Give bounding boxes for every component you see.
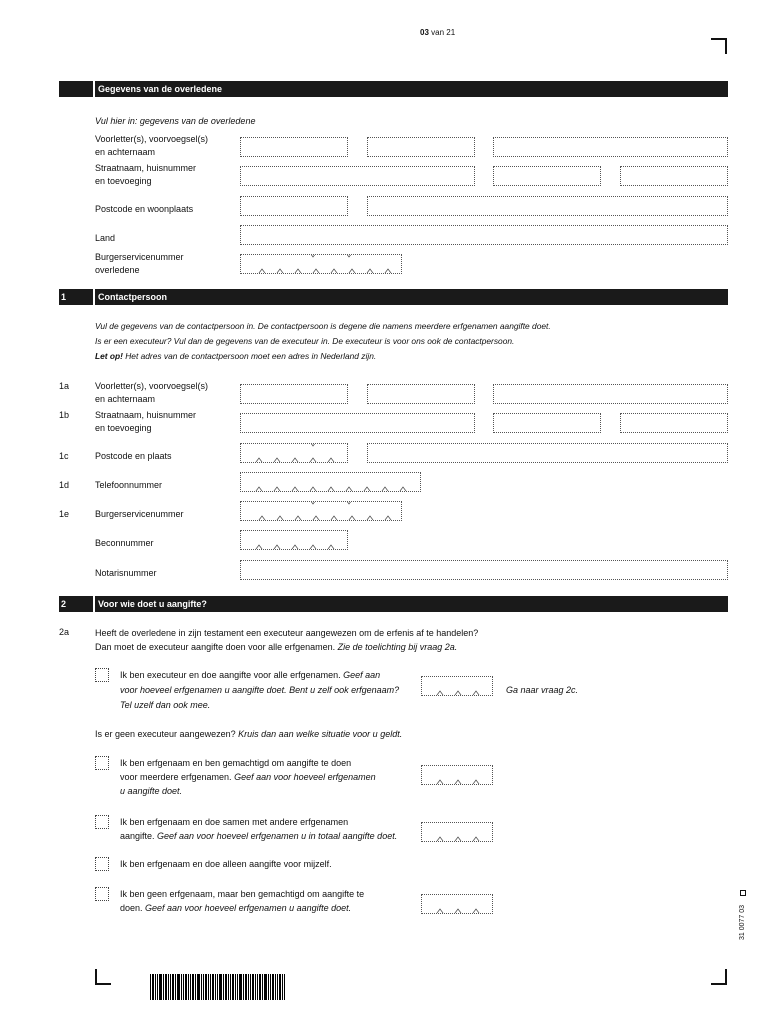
form-code-square (740, 890, 746, 896)
deceased-postcode-field[interactable] (240, 196, 348, 216)
barcode (150, 974, 315, 1000)
corner-mark-bottom-left (95, 969, 111, 985)
contact-city-field[interactable] (367, 443, 728, 463)
row-number-1b: 1b (59, 410, 70, 420)
deceased-bsn-label: Burgerservicenummer overledene (95, 252, 184, 275)
contact-bsn-label: Burgerservicenummer (95, 509, 184, 519)
row-number-1d: 1d (59, 480, 70, 490)
contact-addition-field[interactable] (620, 413, 728, 433)
section-bar-2: 2 Voor wie doet u aangifte? (59, 596, 728, 612)
deceased-city-field[interactable] (367, 196, 728, 216)
deceased-country-field[interactable] (240, 225, 728, 245)
question-2a: Heeft de overledene in zijn testament een executeur aangewezen om de erfenis af te handelen? Dan moet de executeur aangifte doen voor alle erfgenamen. Zie de toelichting bij vraag 2a. (95, 628, 479, 652)
deceased-postcode-label: Postcode en woonplaats (95, 204, 194, 214)
deceased-street-field[interactable] (240, 166, 475, 186)
contact-intro: Vul de gegevens van de contactpersoon in. De contactpersoon is degene die namens meerdere erfgenamen aangifte doet. Is er een executeur? Vul dan de gegevens van de executeur in. De executeur is voor ons ook de contactpersoon. Let op! Het adres van de contactpersoon moet een adres in Nederland zijn. (95, 321, 551, 361)
authorized-heir-option-text: Ik ben erfgenaam en ben gemachtigd om aangifte te doen voor meerdere erfgenamen. Geef aan voor hoeveel erfgenamen u aangifte doet. (120, 758, 376, 796)
digit-separators (241, 501, 402, 520)
row-number-1e: 1e (59, 509, 70, 519)
contact-initials-field[interactable] (240, 384, 348, 404)
no-executor-text: Is er geen executeur aangewezen? Kruis dan aan welke situatie voor u geldt. (95, 729, 403, 739)
contact-housenumber-field[interactable] (493, 413, 601, 433)
deceased-intro: Vul hier in: gegevens van de overledene (95, 116, 256, 126)
deceased-bsn-field[interactable] (240, 254, 402, 274)
executor-heirs-count-field[interactable] (421, 676, 493, 696)
non-heir-authorized-checkbox[interactable] (95, 887, 109, 901)
digit-separators (422, 894, 493, 913)
corner-mark-top-right (711, 38, 727, 54)
executor-option-text: Ik ben executeur en doe aangifte voor alle erfgenamen. Geef aan voor hoeveel erfgenamen u aangifte doet. Bent u zelf ook erfgenaam? Tel uzelf dan ook mee. (120, 670, 400, 710)
digit-separators (422, 822, 493, 841)
contact-prefix-field[interactable] (367, 384, 475, 404)
deceased-surname-field[interactable] (493, 137, 728, 157)
contact-notaris-label: Notarisnummer (95, 568, 157, 578)
sole-heir-checkbox[interactable] (95, 857, 109, 871)
contact-phone-field[interactable] (240, 472, 421, 492)
corner-mark-bottom-right (711, 969, 727, 985)
non-heir-count-field[interactable] (421, 894, 493, 914)
deceased-street-label: Straatnaam, huisnummer en toevoeging (95, 163, 197, 186)
digit-separators (241, 472, 421, 491)
deceased-addition-field[interactable] (620, 166, 728, 186)
contact-street-field[interactable] (240, 413, 475, 433)
contact-notaris-field[interactable] (240, 560, 728, 580)
contact-postcode-label: Postcode en plaats (95, 451, 172, 461)
deceased-country-label: Land (95, 233, 116, 243)
digit-separators (422, 676, 493, 695)
row-number-2a: 2a (59, 627, 70, 637)
contact-postcode-field[interactable] (240, 443, 348, 463)
contact-name-label: Voorletter(s), voorvoegsel(s) en achternaam (95, 381, 209, 404)
contact-surname-field[interactable] (493, 384, 728, 404)
authorized-heirs-count-field[interactable] (421, 765, 493, 785)
contact-bsn-field[interactable] (240, 501, 402, 521)
joint-heir-option-text: Ik ben erfgenaam en doe samen met andere erfgenamen aangifte. Geef aan voor hoeveel erfgenamen u in totaal aangifte doet. (120, 817, 398, 841)
row-number-1c: 1c (59, 451, 69, 461)
contact-becon-field[interactable] (240, 530, 348, 550)
digit-separators (241, 254, 402, 273)
contact-street-label: Straatnaam, huisnummer en toevoeging (95, 410, 197, 433)
sole-heir-option-text: Ik ben erfgenaam en doe alleen aangifte voor mijzelf. (120, 859, 332, 869)
deceased-housenumber-field[interactable] (493, 166, 601, 186)
form-code: 31 0077 03 (739, 904, 746, 940)
contact-becon-label: Beconnummer (95, 538, 154, 548)
contact-phone-label: Telefoonnummer (95, 480, 163, 490)
digit-separators (422, 765, 493, 784)
joint-heirs-count-field[interactable] (421, 822, 493, 842)
executor-checkbox[interactable] (95, 668, 109, 682)
goto-question-2c: Ga naar vraag 2c. (506, 685, 579, 695)
deceased-prefix-field[interactable] (367, 137, 475, 157)
non-heir-option-text: Ik ben geen erfgenaam, maar ben gemachtigd om aangifte te doen. Geef aan voor hoeveel erfgenamen u aangifte doet. (120, 889, 365, 913)
digit-separators (241, 530, 348, 549)
deceased-initials-field[interactable] (240, 137, 348, 157)
section-bar-1: 1 Contactpersoon (59, 289, 728, 305)
digit-separators (241, 443, 348, 462)
row-number-1a: 1a (59, 381, 70, 391)
section-bar-deceased: Gegevens van de overledene (59, 81, 728, 97)
joint-heir-checkbox[interactable] (95, 815, 109, 829)
deceased-name-label: Voorletter(s), voorvoegsel(s) en achternaam (95, 134, 209, 157)
page-number: 03 van 21 (420, 28, 456, 37)
authorized-heir-checkbox[interactable] (95, 756, 109, 770)
